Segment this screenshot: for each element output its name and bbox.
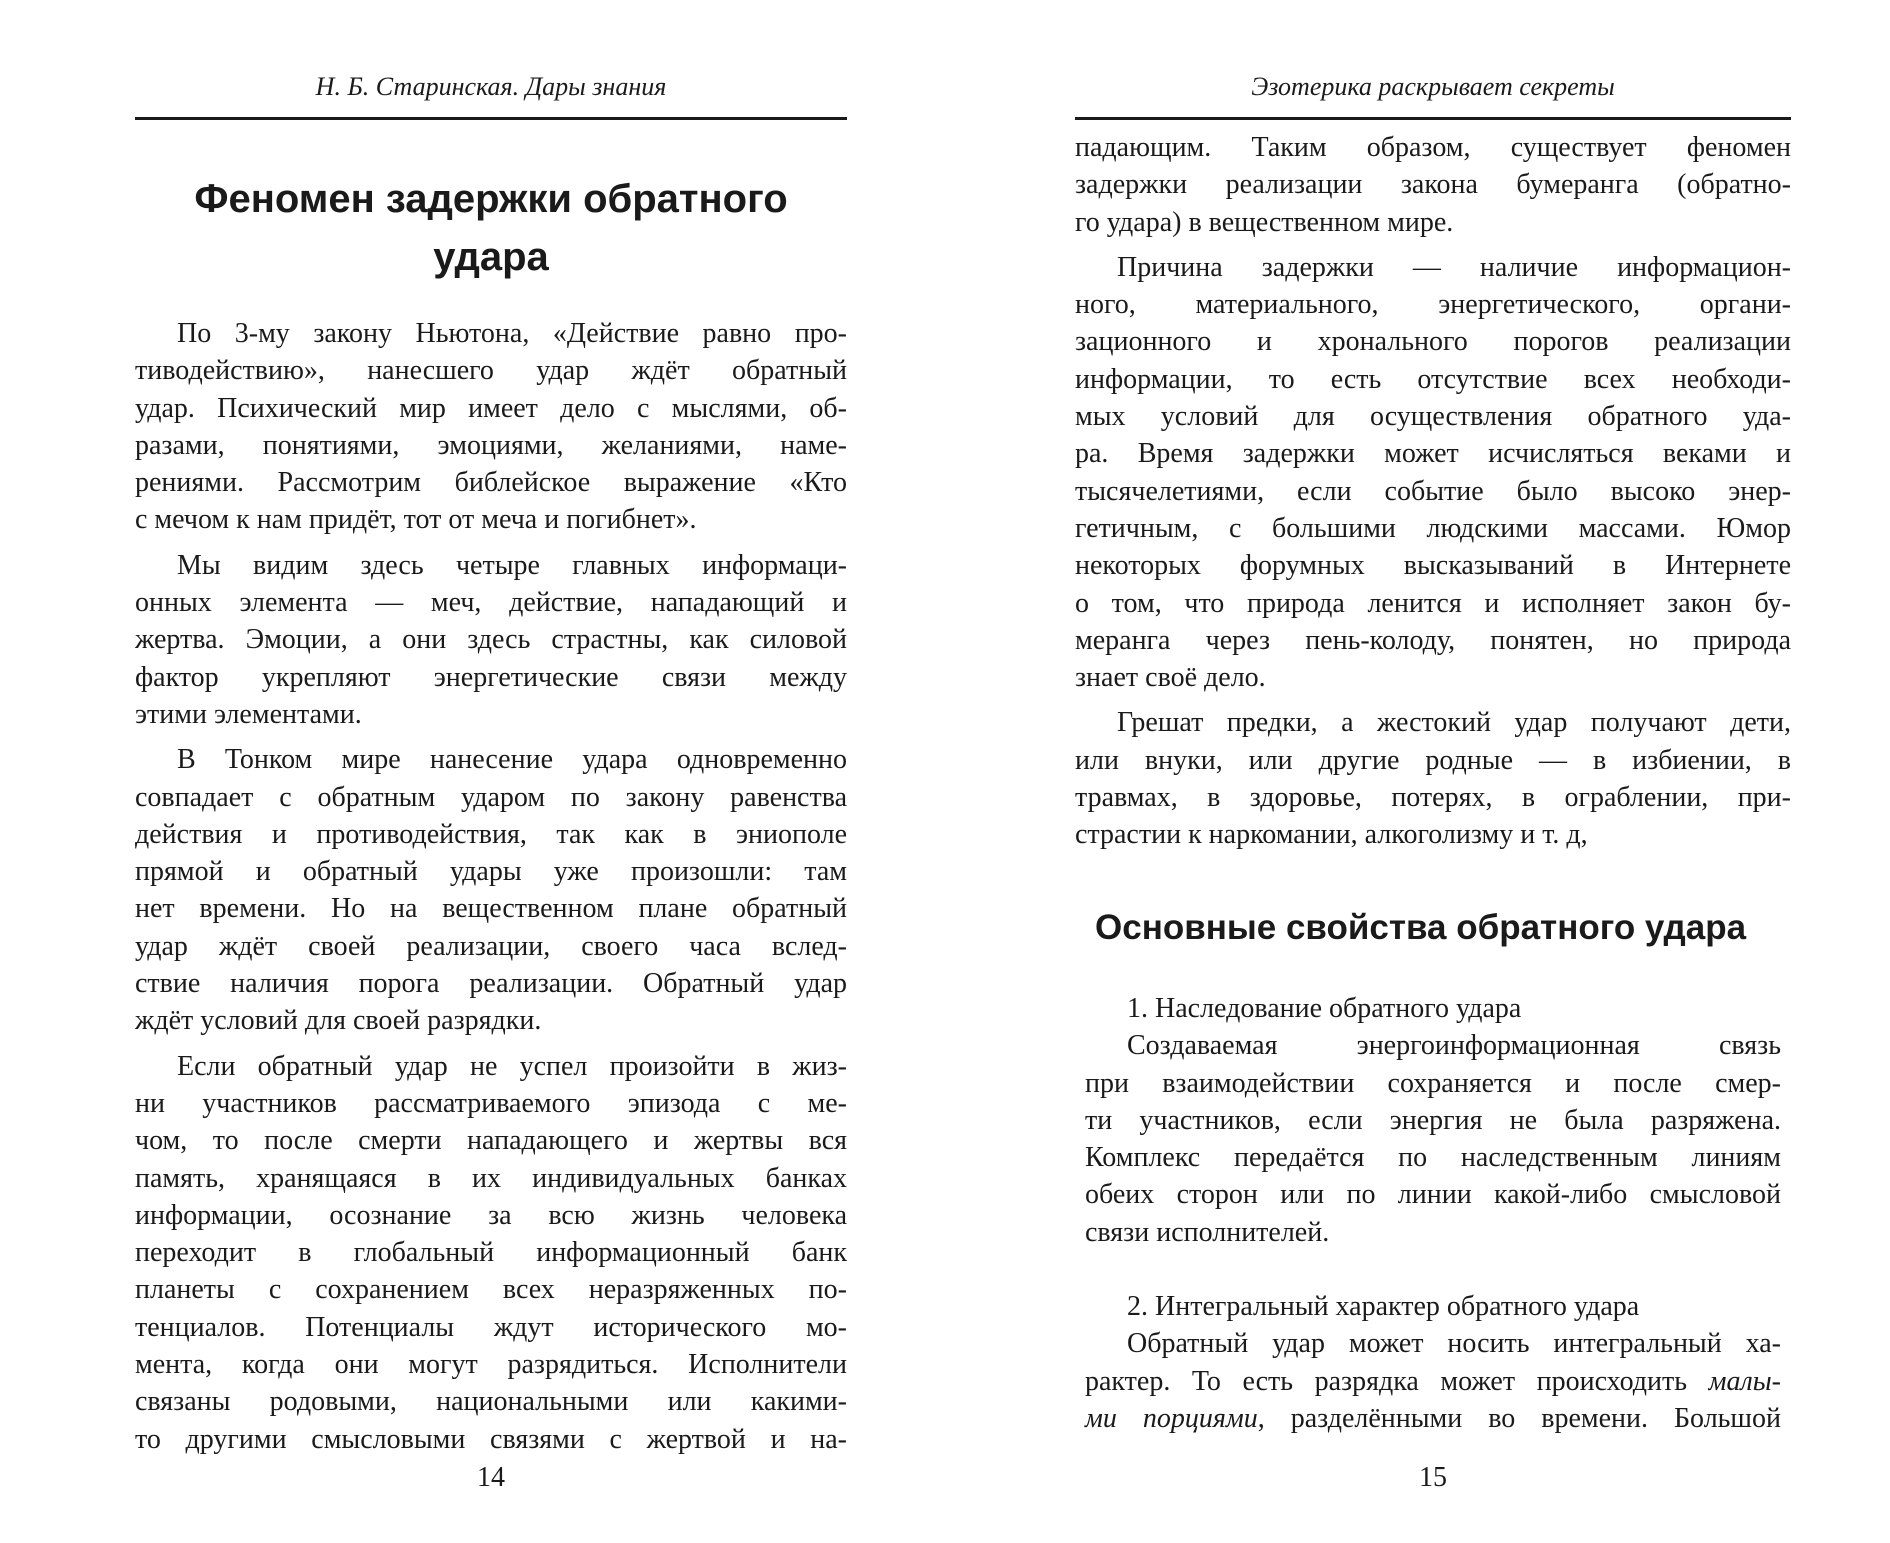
- text-line: удар. Психический мир имеет дело с мыслями, об-: [135, 392, 847, 424]
- text-line: Комплекс передаётся по наследственным линиям: [1085, 1142, 1781, 1174]
- paragraph: [1075, 704, 1791, 853]
- text-line: планеты с сохранением всех неразряженных по-: [135, 1274, 847, 1306]
- list-item-heading: 2. Интегральный характер обратного удара: [1127, 1291, 1640, 1323]
- body-text: [1075, 129, 1791, 854]
- text-line: Если обратный удар не успел произойти в жиз-: [177, 1050, 847, 1082]
- paragraph: [135, 547, 847, 733]
- section-subtitle: Основные свойства обратного удара: [1095, 908, 1747, 947]
- list-item-heading: 1. Наследование обратного удара: [1127, 993, 1522, 1024]
- text-line: меранга через пень-колоду, понятен, но природа: [1075, 624, 1791, 656]
- running-header: Н. Б. Старинская. Дары знания: [315, 72, 667, 101]
- paragraph: [135, 741, 847, 1039]
- text-line: связи исполнителей.: [1085, 1216, 1330, 1248]
- paragraph: [135, 1048, 847, 1458]
- text-line: травмах, в здоровье, потерях, в ограблении, при-: [1075, 782, 1791, 814]
- text-line: ни участников рассматриваемого эпизода с ме-: [135, 1087, 847, 1119]
- text-line: Обратный удар может носить интегральный ха-: [1127, 1328, 1781, 1360]
- text-line: задержки реализации закона бумеранга (обратно-: [1075, 169, 1791, 201]
- text-line: мента, когда они могут разрядиться. Исполнители: [135, 1349, 847, 1381]
- paragraph: [1075, 129, 1791, 241]
- paragraph: [135, 315, 847, 539]
- text-line: рениями. Рассмотрим библейское выражение «Кто: [135, 467, 847, 499]
- properties-list: [1085, 990, 1781, 1437]
- text-line: го удара) в вещественном мире.: [1075, 206, 1454, 238]
- text-line: ствие наличия порога реализации. Обратный удар: [135, 968, 847, 1000]
- text-line: или внуки, или другие родные — в избиении, в: [1075, 744, 1791, 776]
- text-line: онных элемента — меч, действие, нападающий и: [135, 587, 847, 619]
- text-line: переходит в глобальный информационный банк: [135, 1237, 847, 1269]
- text-line: этими элементами.: [135, 698, 362, 730]
- text-line: ти участников, если энергия не была разряжена.: [1085, 1104, 1781, 1136]
- text-line: тиводействию», нанесшего удар ждёт обратный: [135, 355, 847, 387]
- text-line: нет времени. Но на вещественном плане обратный: [135, 893, 847, 925]
- left-page: [135, 0, 847, 1543]
- text-line: [1085, 1363, 1781, 1400]
- text-line: прямой и обратный удары уже произошли: там: [135, 856, 847, 888]
- running-header: Эзотерика раскрывает секреты: [1251, 72, 1615, 101]
- list-item: [1085, 1288, 1781, 1437]
- text-line: По 3-му закону Ньютона, «Действие равно про-: [177, 318, 847, 349]
- text-line: связаны родовыми, национальными или какими-: [135, 1386, 847, 1418]
- text-line: разами, понятиями, эмоциями, желаниями, наме-: [135, 429, 847, 461]
- text-line: [1085, 1400, 1781, 1437]
- title-line: Феномен задержки обратного: [194, 177, 788, 221]
- list-item: [1085, 990, 1781, 1251]
- text-line: Создаваемая энергоинформационная связь: [1127, 1030, 1781, 1062]
- text-line: совпадает с обратным ударом по закону равенства: [135, 781, 847, 813]
- text-line: о том, что природа ленится и исполняет закон бу-: [1075, 587, 1791, 619]
- chapter-title: [135, 170, 847, 286]
- text-line: Грешат предки, а жестокий удар получают дети,: [1117, 707, 1791, 739]
- title-line: удара: [433, 235, 549, 279]
- text-line: тысячелетиями, если событие было высоко энер-: [1075, 475, 1791, 507]
- text-line: обеих сторон или по линии какой-либо смысловой: [1085, 1179, 1781, 1211]
- paragraph: [1075, 249, 1791, 697]
- text-line: при взаимодействии сохраняется и после смер-: [1085, 1067, 1781, 1099]
- text-line: ждёт условий для своей разрядки.: [135, 1005, 542, 1037]
- italic-text: малы-: [1708, 1365, 1781, 1397]
- text-line: Причина задержки — наличие информацион-: [1117, 251, 1791, 283]
- text-line: удар ждёт своей реализации, своего часа вслед-: [135, 930, 847, 962]
- text-line: действия и противодействия, так как в эниополе: [135, 818, 847, 850]
- text-segment: , разделёнными во времени. Большой: [1257, 1402, 1781, 1434]
- text-line: ного, материального, энергетического, органи-: [1075, 289, 1791, 321]
- text-line: гетичным, с большими людскими массами. Юмор: [1075, 512, 1791, 544]
- text-line: ра. Время задержки может исчисляться веками и: [1075, 438, 1791, 470]
- text-line: с мечом к нам придёт, тот от меча и погибнет».: [135, 504, 697, 536]
- header-rule: [1075, 117, 1791, 120]
- page-number: 14: [477, 1462, 505, 1493]
- text-line: информации, осознание за всю жизнь человека: [135, 1199, 847, 1231]
- text-line: то другими смысловыми связями с жертвой и на-: [135, 1423, 847, 1455]
- text-line: жертва. Эмоции, а они здесь страстны, как силовой: [135, 624, 847, 656]
- body-text: [135, 315, 847, 1458]
- text-segment: рактер. То есть разрядка может происходить: [1085, 1365, 1709, 1397]
- text-line: тенциалов. Потенциалы ждут исторического мо-: [135, 1311, 847, 1343]
- header-rule: [135, 117, 847, 120]
- text-line: зационного и хронального порогов реализации: [1075, 326, 1791, 358]
- text-line: некоторых форумных высказываний в Интернете: [1075, 550, 1791, 582]
- italic-text: ми порциями: [1085, 1402, 1258, 1434]
- text-line: знает своё дело.: [1075, 662, 1266, 694]
- text-line: мых условий для осуществления обратного уда-: [1075, 401, 1791, 433]
- text-line: В Тонком мире нанесение удара одновременно: [177, 744, 847, 776]
- text-line: память, хранящаяся в их индивидуальных банках: [135, 1162, 847, 1194]
- text-line: информации, то есть отсутствие всех необходи-: [1075, 363, 1791, 395]
- text-line: фактор укрепляют энергетические связи между: [135, 661, 847, 693]
- text-line: страстии к наркомании, алкоголизму и т. д,: [1075, 819, 1588, 851]
- text-line: чом, то после смерти нападающего и жертвы вся: [135, 1125, 847, 1157]
- page-number: 15: [1419, 1462, 1447, 1493]
- text-line: Мы видим здесь четыре главных информаци-: [177, 549, 847, 581]
- right-page: [1075, 0, 1791, 1543]
- text-line: падающим. Таким образом, существует феномен: [1075, 132, 1791, 163]
